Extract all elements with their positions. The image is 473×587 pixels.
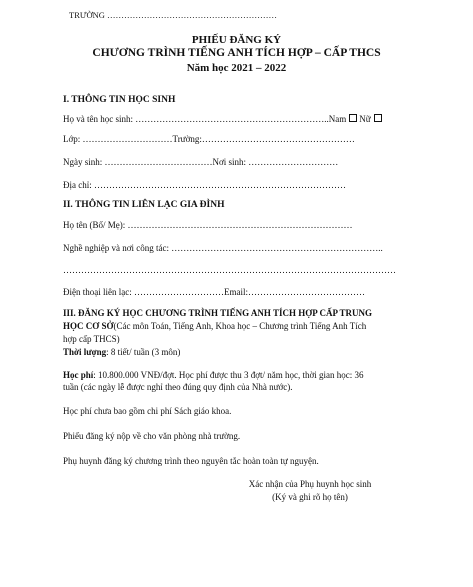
class-school-field[interactable]: Lớp: …………………………Trường:……………………………………………: [63, 134, 355, 144]
duration-value: : 8 tiết/ tuần (3 môn): [106, 347, 181, 357]
form-title: PHIẾU ĐĂNG KÝ: [191, 34, 282, 46]
section-3-subjects: (Các môn Toán, Tiếng Anh, Khoa học – Chương trình Tiếng Anh Tích: [113, 321, 367, 331]
books-note: Học phí chưa bao gồm chi phí Sách giáo khoa.: [63, 406, 232, 416]
phone-email-field[interactable]: Điện thoại liên lạc: …………………………Email:…………………………………: [63, 287, 365, 297]
section-3-heading-line-2: [63, 321, 366, 331]
address-field[interactable]: Địa chỉ: …………………………………………………………………………: [63, 180, 346, 190]
duration-label: Thời lượng: [63, 347, 107, 357]
fee-row: [63, 370, 364, 380]
section-2-heading: II. THÔNG TIN LIÊN LẠC GIA ĐÌNH: [63, 200, 225, 210]
submit-note: Phiếu đăng ký nộp về cho văn phòng nhà trường.: [63, 431, 241, 441]
female-checkbox[interactable]: [374, 114, 382, 122]
school-line: TRƯỜNG ……………………………………………………: [69, 10, 277, 20]
voluntary-note: Phụ huynh đăng ký chương trình theo nguyên tắc hoàn toàn tự nguyện.: [63, 456, 319, 466]
female-label: Nữ: [359, 114, 371, 124]
job-field[interactable]: Nghề nghiệp và nơi công tác: ……………………………………………………………..: [63, 243, 383, 253]
job-field-continued[interactable]: …………………………………………………………………………………………………: [63, 265, 396, 275]
parent-name-field[interactable]: Họ tên (Bố/ Mẹ): …………………………………………………………………: [63, 220, 353, 230]
program-title: CHƯƠNG TRÌNH TIẾNG ANH TÍCH HỢP – CẤP THCS: [92, 47, 381, 59]
fee-note: tuần (các ngày lễ được nghỉ theo đúng quy định của Nhà nước).: [63, 382, 293, 392]
section-1-heading: I. THÔNG TIN HỌC SINH: [63, 95, 176, 105]
fee-value: : 10.800.000 VNĐ/đợt. Học phí được thu 3 đợt/ năm học, thời gian học: 36: [93, 370, 364, 380]
signature-hint: (Ký và ghi rõ họ tên): [272, 492, 348, 502]
signature-title: Xác nhận của Phụ huynh học sinh: [248, 479, 372, 489]
section-3-heading-bold: HỌC CƠ SỞ: [63, 321, 114, 331]
duration-row: [63, 347, 180, 357]
male-checkbox[interactable]: [349, 114, 357, 122]
section-3-heading-line-3: hợp cấp THCS): [63, 334, 120, 344]
school-year: Năm học 2021 – 2022: [186, 62, 287, 74]
student-name-row: [63, 114, 384, 124]
section-3-heading: III. ĐĂNG KÝ HỌC CHƯƠNG TRÌNH TIẾNG ANH TÍCH HỢP CẤP TRUNG: [63, 308, 373, 318]
birth-field[interactable]: Ngày sinh: ………………………………Nơi sinh: …………………………: [63, 157, 339, 167]
fee-label: Học phí: [63, 370, 94, 380]
student-name-field[interactable]: Họ và tên học sinh: ………………………………………………………..Nam: [63, 114, 347, 124]
